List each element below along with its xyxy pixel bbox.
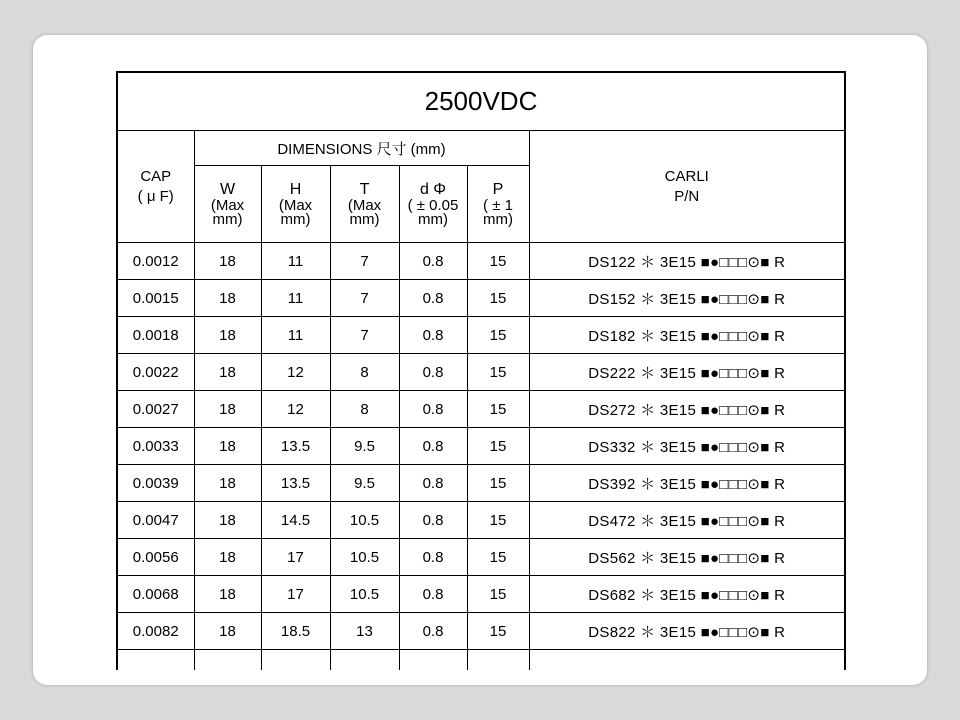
cell-cap: 0.0012 [117, 243, 194, 280]
cell-h: 11 [261, 243, 330, 280]
cell-t: 9.5 [330, 465, 399, 502]
cell-pn: DS392 ＊ 3E15 ■●□□□⊙■ R [529, 465, 845, 502]
dimensions-header: DIMENSIONS 尺寸 (mm) [194, 131, 529, 166]
cell-cap: 0.0068 [117, 576, 194, 613]
table-row [117, 502, 845, 539]
cell-t: 7 [330, 317, 399, 354]
cell-pn: DS272 ＊ 3E15 ■●□□□⊙■ R [529, 391, 845, 428]
col-header-label: P [492, 181, 504, 198]
cell-w: 18 [194, 613, 261, 650]
cell-p: 15 [467, 280, 529, 317]
cell-w: 18 [194, 280, 261, 317]
cell-cap: 0.0018 [117, 317, 194, 354]
cell-pn: DS152 ＊ 3E15 ■●□□□⊙■ R [529, 280, 845, 317]
cell-t: 8 [330, 391, 399, 428]
cell-h: 11 [261, 280, 330, 317]
col-header-h [261, 166, 330, 243]
capacitor-spec-table [116, 71, 846, 670]
table-row [117, 613, 845, 650]
cell-h: 13.5 [261, 465, 330, 502]
table-row-cutoff [117, 650, 845, 671]
cell-w: 18 [194, 465, 261, 502]
partnumber-header [529, 131, 845, 243]
cell-h: 18.5 [261, 613, 330, 650]
cell-d: 0.8 [399, 502, 467, 539]
cell-w: 18 [194, 391, 261, 428]
col-header-d [399, 166, 467, 243]
cell-cap: 0.0027 [117, 391, 194, 428]
cell-w: 18 [194, 243, 261, 280]
cell-pn: DS222 ＊ 3E15 ■●□□□⊙■ R [529, 354, 845, 391]
cell-p: 15 [467, 354, 529, 391]
cell-h: 14.5 [261, 502, 330, 539]
col-header-unit: (Max mm) [278, 197, 313, 228]
table-row [117, 465, 845, 502]
cell-d: 0.8 [399, 391, 467, 428]
cell-cap: 0.0039 [117, 465, 194, 502]
col-header-unit: (Max mm) [210, 197, 245, 228]
col-header-w [194, 166, 261, 243]
cell-cap: 0.0015 [117, 280, 194, 317]
partnumber-header-label: CARLI [664, 167, 709, 185]
cell-d: 0.8 [399, 317, 467, 354]
cell-p: 15 [467, 317, 529, 354]
cell-w: 18 [194, 317, 261, 354]
col-header-unit: ( ± 1 mm) [483, 197, 513, 228]
cell-p: 15 [467, 465, 529, 502]
cell-t: 10.5 [330, 576, 399, 613]
cell-t: 10.5 [330, 502, 399, 539]
cell-pn: DS332 ＊ 3E15 ■●□□□⊙■ R [529, 428, 845, 465]
cell-d: 0.8 [399, 576, 467, 613]
cell-cap: 0.0033 [117, 428, 194, 465]
table-title: 2500VDC [117, 72, 845, 131]
table-row [117, 280, 845, 317]
cell-cap: 0.0022 [117, 354, 194, 391]
cell-pn: DS472 ＊ 3E15 ■●□□□⊙■ R [529, 502, 845, 539]
cell-cap: 0.0047 [117, 502, 194, 539]
cell-p: 15 [467, 539, 529, 576]
cap-header [117, 131, 194, 243]
cell-pn: DS682 ＊ 3E15 ■●□□□⊙■ R [529, 576, 845, 613]
cell-t: 8 [330, 354, 399, 391]
cell-h: 11 [261, 317, 330, 354]
cell-w: 18 [194, 576, 261, 613]
table-row [117, 539, 845, 576]
cell-p: 15 [467, 576, 529, 613]
cell-t: 10.5 [330, 539, 399, 576]
cell-h: 17 [261, 576, 330, 613]
spec-sheet [116, 71, 846, 685]
col-header-p [467, 166, 529, 243]
table-row [117, 576, 845, 613]
cell-w: 18 [194, 502, 261, 539]
cell-t: 7 [330, 280, 399, 317]
cell-pn: DS122 ＊ 3E15 ■●□□□⊙■ R [529, 243, 845, 280]
cell-p: 15 [467, 391, 529, 428]
col-header-unit: ( ± 0.05 mm) [407, 197, 459, 228]
cell-pn: DS822 ＊ 3E15 ■●□□□⊙■ R [529, 613, 845, 650]
table-row [117, 354, 845, 391]
table-row [117, 391, 845, 428]
cell-w: 18 [194, 428, 261, 465]
col-header-t [330, 166, 399, 243]
col-header-label: T [359, 181, 370, 198]
col-header-label: H [289, 181, 302, 198]
cell-d: 0.8 [399, 280, 467, 317]
cell-t: 7 [330, 243, 399, 280]
cell-p: 15 [467, 613, 529, 650]
cell-pn: DS182 ＊ 3E15 ■●□□□⊙■ R [529, 317, 845, 354]
cell-t: 13 [330, 613, 399, 650]
col-header-unit: (Max mm) [347, 197, 382, 228]
cell-w: 18 [194, 539, 261, 576]
col-header-label: d Φ [419, 181, 447, 198]
cell-p: 15 [467, 502, 529, 539]
table-row [117, 243, 845, 280]
col-header-label: W [219, 181, 236, 198]
cell-p: 15 [467, 243, 529, 280]
cell-d: 0.8 [399, 428, 467, 465]
cell-t: 9.5 [330, 428, 399, 465]
cell-d: 0.8 [399, 613, 467, 650]
cell-h: 12 [261, 391, 330, 428]
cell-d: 0.8 [399, 465, 467, 502]
cap-header-label: CAP [140, 167, 172, 185]
cell-d: 0.8 [399, 354, 467, 391]
slide-card [33, 35, 927, 685]
cap-header-unit: ( μ F) [137, 187, 174, 205]
table-row [117, 428, 845, 465]
partnumber-header-sub: P/N [674, 187, 700, 205]
cell-h: 17 [261, 539, 330, 576]
table-row [117, 317, 845, 354]
cell-pn: DS562 ＊ 3E15 ■●□□□⊙■ R [529, 539, 845, 576]
cell-cap: 0.0082 [117, 613, 194, 650]
cell-p: 15 [467, 428, 529, 465]
cell-cap: 0.0056 [117, 539, 194, 576]
cell-h: 12 [261, 354, 330, 391]
cell-w: 18 [194, 354, 261, 391]
cell-d: 0.8 [399, 539, 467, 576]
cell-d: 0.8 [399, 243, 467, 280]
cell-h: 13.5 [261, 428, 330, 465]
